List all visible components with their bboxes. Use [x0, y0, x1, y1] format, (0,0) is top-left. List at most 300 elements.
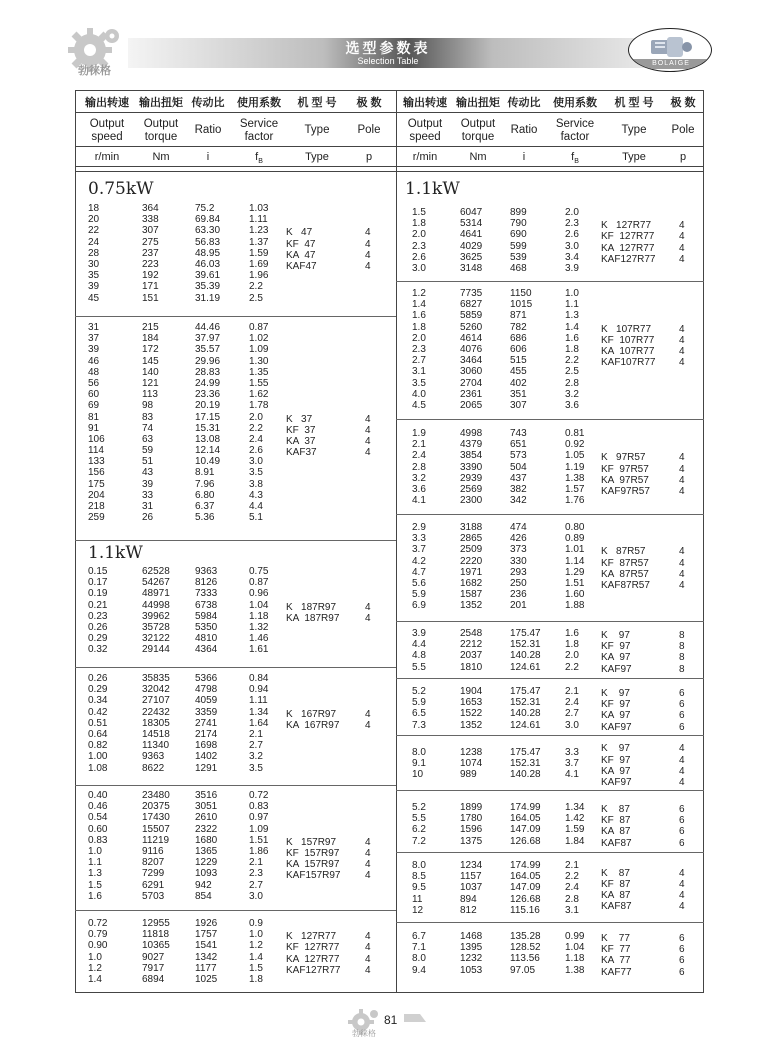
pole-column	[365, 709, 371, 731]
col-header-speed-en	[80, 118, 134, 144]
type-value: KAF97R57	[601, 485, 650, 497]
col-header-factor-en-line1: Service	[239, 118, 279, 130]
ratio-value: 35.57	[195, 344, 221, 356]
pole-column	[679, 546, 685, 591]
service-factor-value: 1.37	[249, 236, 269, 248]
type-column	[286, 414, 317, 459]
col-unit-ratio: i	[522, 151, 526, 163]
service-factor-value: 2.3	[249, 868, 263, 880]
ratio-value: 5350	[195, 621, 218, 633]
speed-value: 1.2	[88, 962, 102, 974]
col-header-pole-cn: 极 数	[670, 97, 696, 109]
service-factor-value: 3.0	[249, 890, 263, 902]
ratio-value: 48.95	[195, 247, 221, 259]
ratio-value: 4059	[195, 695, 218, 707]
service-factor-value: 1.8	[565, 343, 579, 355]
service-factor-value: 1.09	[249, 823, 269, 835]
ratio-value: 1229	[195, 857, 218, 869]
ratio-value: 293	[510, 566, 527, 578]
type-value: KF 87R57	[601, 557, 649, 569]
torque-column	[460, 686, 482, 731]
ratio-value: 6.37	[195, 501, 215, 512]
speed-value: 39	[88, 344, 100, 356]
torque-value: 338	[142, 214, 159, 226]
type-value: KAF87	[601, 901, 632, 913]
ratio-column	[195, 673, 217, 774]
service-factor-value: 1.4	[249, 951, 263, 963]
col-header-factor-en	[548, 118, 602, 144]
header-rule	[75, 166, 704, 167]
torque-value: 151	[142, 292, 159, 304]
speed-value: 1.4	[88, 973, 102, 985]
service-factor-value: 1.5	[249, 962, 263, 974]
power-rating-label: 1.1kW	[405, 179, 460, 199]
speed-value: 8.5	[412, 871, 426, 883]
torque-value: 2300	[460, 495, 483, 507]
speed-value: 0.19	[88, 588, 108, 600]
service-factor-value: 3.3	[565, 747, 579, 758]
ratio-value: 115.16	[510, 904, 540, 916]
speed-column	[88, 203, 99, 304]
ratio-value: 97.05	[510, 964, 536, 976]
type-column	[601, 743, 632, 788]
ratio-value: 2610	[195, 812, 218, 824]
pole-column	[679, 804, 685, 849]
pole-value: 6	[679, 710, 685, 722]
speed-value: 133	[88, 456, 105, 468]
torque-value: 35835	[142, 673, 170, 684]
speed-value: 0.29	[88, 684, 108, 696]
ratio-value: 854	[195, 890, 212, 902]
type-column	[601, 452, 650, 497]
torque-value: 6047	[460, 207, 483, 218]
col-header-factor-cn: 使用系数	[237, 97, 281, 109]
speed-value: 0.51	[88, 717, 108, 729]
type-value: KAF107R77	[601, 357, 656, 369]
col-header-speed-en-line1: Output	[89, 118, 125, 130]
service-factor-value: 1.8	[249, 973, 263, 985]
speed-value: 0.60	[88, 823, 108, 835]
service-factor-value: 3.0	[565, 719, 579, 731]
torque-value: 364	[142, 203, 159, 214]
brand-name-left: 勃徕格	[78, 65, 111, 77]
ratio-column	[195, 918, 217, 985]
torque-value: 7917	[142, 962, 165, 974]
torque-column	[460, 802, 482, 847]
speed-value: 0.29	[88, 633, 108, 645]
ratio-value: 20.19	[195, 400, 221, 412]
pole-column	[365, 602, 371, 624]
ratio-value: 9363	[195, 566, 218, 577]
ratio-value: 1402	[195, 751, 218, 763]
ratio-value: 8126	[195, 577, 218, 589]
speed-value: 39	[88, 281, 100, 293]
type-value: KA 107R77	[601, 345, 655, 357]
ratio-value: 140.28	[510, 769, 541, 781]
torque-value: 2220	[460, 555, 483, 567]
speed-value: 3.5	[412, 377, 426, 389]
service-factor-value: 4.1	[565, 769, 579, 781]
ratio-column	[195, 322, 220, 523]
speed-value: 4.1	[412, 495, 426, 507]
type-value: KF 37	[286, 424, 316, 436]
ratio-value: 351	[510, 388, 527, 400]
pole-value: 6	[679, 721, 685, 733]
ratio-value: 126.68	[510, 893, 541, 905]
type-column	[601, 220, 655, 265]
service-factor-value: 1.09	[249, 344, 269, 356]
speed-value: 1.08	[88, 762, 108, 774]
service-factor-value: 1.34	[565, 802, 585, 813]
ratio-value: 573	[510, 450, 527, 462]
col-header-factor-en-line2: factor	[560, 131, 590, 143]
ratio-value: 75.2	[195, 203, 215, 214]
service-factor-value: 3.2	[249, 751, 263, 763]
torque-column	[460, 288, 482, 411]
pole-value: 6	[679, 944, 685, 956]
type-column	[601, 324, 655, 369]
torque-value: 31	[142, 501, 154, 512]
pole-value: 4	[365, 260, 371, 272]
type-value: KAF97	[601, 776, 632, 788]
col-unit-speed: r/min	[94, 151, 120, 163]
service-factor-value: 0.80	[565, 522, 585, 533]
group-separator	[396, 514, 704, 515]
speed-value: 1.00	[88, 751, 108, 763]
ratio-value: 1015	[510, 299, 533, 311]
torque-value: 51	[142, 456, 154, 468]
ratio-value: 175.47	[510, 686, 541, 697]
type-value: KAF157R97	[286, 870, 341, 882]
type-value: K 107R77	[601, 323, 652, 335]
ratio-value: 164.05	[510, 813, 541, 825]
ratio-value: 236	[510, 589, 527, 601]
col-header-torque-en-line2: torque	[144, 131, 178, 143]
table-divider	[396, 90, 397, 993]
ratio-value: 124.61	[510, 661, 541, 673]
type-value: KF 127R77	[286, 942, 340, 954]
fb-column	[565, 628, 579, 673]
speed-value: 0.46	[88, 801, 108, 813]
type-value: K 97	[601, 743, 630, 755]
speed-value: 45	[88, 292, 100, 304]
torque-value: 1904	[460, 686, 483, 697]
page-subtitle: Selection Table	[357, 56, 419, 66]
speed-value: 8.0	[412, 747, 426, 758]
fb-column	[565, 747, 579, 781]
group-separator	[396, 852, 704, 853]
type-value: K 87	[601, 867, 630, 879]
ratio-value: 4364	[195, 644, 218, 656]
speed-value: 24	[88, 236, 100, 248]
torque-value: 1074	[460, 758, 483, 770]
torque-value: 3148	[460, 262, 483, 274]
torque-value: 192	[142, 270, 159, 282]
col-header-type-cn: 机 型 号	[297, 97, 337, 109]
ratio-value: 56.83	[195, 236, 221, 248]
torque-value: 5859	[460, 310, 483, 322]
col-header-ratio-cn: 传动比	[191, 97, 225, 109]
torque-value: 2939	[460, 472, 483, 484]
ratio-column	[510, 747, 541, 781]
speed-value: 218	[88, 501, 105, 512]
type-value: KA 127R77	[286, 953, 340, 965]
torque-value: 54267	[142, 577, 170, 589]
torque-value: 6291	[142, 879, 165, 891]
service-factor-value: 3.6	[565, 399, 579, 411]
torque-value: 5314	[460, 218, 483, 230]
pole-value: 4	[679, 253, 685, 265]
torque-value: 11818	[142, 929, 170, 941]
torque-value: 1468	[460, 931, 483, 942]
col-unit-speed: r/min	[412, 151, 438, 163]
speed-value: 35	[88, 270, 100, 282]
footer-brand: 勃徕格	[352, 1029, 376, 1038]
service-factor-value: 2.6	[249, 445, 263, 457]
pole-value: 6	[679, 804, 685, 815]
type-value: K 37	[286, 413, 313, 425]
col-header-factor-en	[232, 118, 286, 144]
pole-value: 4	[679, 579, 685, 591]
speed-value: 4.8	[412, 650, 426, 662]
torque-value: 1780	[460, 813, 483, 825]
pole-value: 4	[679, 334, 685, 346]
pole-column	[679, 452, 685, 497]
pole-column	[365, 931, 371, 976]
type-value: K 127R77	[286, 931, 337, 943]
torque-column	[142, 322, 159, 523]
pole-value: 4	[679, 474, 685, 486]
service-factor-value: 1.42	[565, 813, 585, 825]
ratio-value: 373	[510, 544, 527, 556]
ratio-column	[510, 686, 541, 731]
type-value: K 167R97	[286, 708, 337, 720]
service-factor-value: 1.02	[249, 333, 269, 345]
pole-value: 8	[679, 630, 685, 641]
ratio-value: 382	[510, 483, 527, 495]
col-unit-factor: $f_B$	[571, 151, 579, 166]
ratio-value: 5.36	[195, 512, 215, 524]
pole-value: 4	[365, 836, 371, 848]
speed-column	[412, 802, 426, 847]
torque-value: 15507	[142, 823, 170, 835]
type-value: KF 97	[601, 641, 631, 653]
ratio-column	[510, 522, 527, 612]
ratio-value: 474	[510, 522, 527, 533]
ratio-column	[195, 790, 217, 902]
type-value: KA 37	[286, 435, 316, 447]
service-factor-value: 1.1	[565, 299, 579, 311]
col-header-torque-en	[134, 118, 188, 144]
torque-value: 1899	[460, 802, 483, 813]
speed-value: 4.0	[412, 388, 426, 400]
service-factor-value: 2.3	[565, 218, 579, 230]
ratio-value: 15.31	[195, 422, 221, 434]
fb-column	[565, 522, 584, 612]
torque-value: 3390	[460, 461, 483, 473]
service-factor-value: 2.0	[565, 207, 579, 218]
speed-value: 6.7	[412, 931, 426, 942]
col-header-torque-cn: 输出扭矩	[456, 97, 500, 109]
type-column	[601, 546, 650, 591]
ratio-value: 342	[510, 495, 527, 507]
speed-value: 1.0	[88, 845, 102, 857]
speed-value: 31	[88, 322, 100, 333]
torque-value: 17430	[142, 812, 170, 824]
pole-value: 6	[679, 955, 685, 967]
service-factor-value: 2.2	[565, 661, 579, 673]
speed-value: 11	[412, 893, 423, 905]
pole-value: 4	[679, 242, 685, 254]
fb-column	[249, 790, 268, 902]
type-value: KA 97	[601, 652, 631, 664]
service-factor-value: 2.2	[565, 871, 579, 883]
torque-value: 121	[142, 377, 159, 389]
col-header-speed-en-line2: speed	[91, 131, 123, 143]
service-factor-value: 2.0	[249, 411, 263, 423]
ratio-value: 402	[510, 377, 527, 389]
torque-value: 4076	[460, 343, 483, 355]
speed-value: 2.4	[412, 450, 426, 462]
service-factor-value: 0.94	[249, 684, 269, 696]
col-header-speed-en	[398, 118, 452, 144]
pole-value: 4	[365, 424, 371, 436]
torque-value: 11340	[142, 740, 170, 752]
torque-column	[142, 918, 170, 985]
service-factor-value: 1.38	[565, 472, 585, 484]
group-separator	[396, 790, 704, 791]
ratio-value: 3516	[195, 790, 218, 801]
fb-column	[565, 207, 579, 274]
service-factor-value: 1.03	[249, 203, 269, 214]
speed-column	[412, 860, 426, 916]
group-separator	[75, 910, 396, 911]
torque-value: 5260	[460, 321, 483, 333]
service-factor-value: 2.1	[565, 686, 579, 697]
speed-value: 4.4	[412, 639, 426, 651]
type-value: KA 87R57	[601, 568, 649, 580]
ratio-value: 174.99	[510, 802, 541, 813]
speed-value: 30	[88, 258, 100, 270]
fb-column	[249, 566, 268, 656]
type-value: K 187R97	[286, 601, 337, 613]
type-value: KA 157R97	[286, 859, 340, 871]
torque-value: 2865	[460, 533, 483, 545]
ratio-value: 128.52	[510, 942, 541, 954]
group-separator	[396, 735, 704, 736]
ratio-value: 5366	[195, 673, 218, 684]
torque-value: 4379	[460, 439, 483, 451]
service-factor-value: 1.64	[249, 717, 269, 729]
speed-column	[88, 673, 107, 774]
pole-value: 4	[679, 776, 685, 788]
col-unit-type: Type	[622, 151, 646, 163]
service-factor-value: 1.59	[249, 247, 269, 259]
speed-value: 2.1	[412, 439, 426, 451]
col-header-ratio-en-line1: Ratio	[194, 124, 222, 136]
speed-column	[88, 566, 107, 656]
torque-value: 1653	[460, 697, 483, 709]
pole-value: 4	[365, 447, 371, 459]
torque-value: 32122	[142, 633, 170, 645]
service-factor-value: 1.60	[565, 589, 585, 601]
service-factor-value: 1.88	[565, 600, 585, 612]
speed-column	[88, 918, 107, 985]
service-factor-value: 1.6	[565, 332, 579, 344]
torque-value: 237	[142, 247, 159, 259]
ratio-value: 37.97	[195, 333, 221, 345]
pole-column	[679, 688, 685, 733]
type-value: KA 97R57	[601, 474, 649, 486]
service-factor-value: 3.7	[565, 758, 579, 770]
col-header-torque-en-line1: Output	[143, 118, 179, 130]
speed-value: 8.0	[412, 860, 426, 871]
service-factor-value: 2.8	[565, 377, 579, 389]
pole-value: 6	[679, 837, 685, 849]
col-header-factor-cn: 使用系数	[553, 97, 597, 109]
ratio-value: 164.05	[510, 871, 541, 883]
service-factor-value: 1.01	[565, 544, 585, 556]
service-factor-value: 1.0	[249, 929, 263, 941]
pole-value: 4	[365, 612, 371, 624]
ratio-value: 147.09	[510, 882, 541, 894]
torque-value: 35728	[142, 621, 170, 633]
speed-value: 0.26	[88, 673, 108, 684]
speed-value: 22	[88, 225, 100, 237]
col-header-torque-en	[451, 118, 505, 144]
pole-value: 4	[679, 557, 685, 569]
service-factor-value: 1.18	[565, 953, 585, 965]
speed-value: 7.2	[412, 835, 426, 847]
service-factor-value: 0.84	[249, 673, 269, 684]
ratio-value: 2322	[195, 823, 218, 835]
torque-value: 32042	[142, 684, 170, 696]
ratio-column	[195, 203, 220, 304]
col-header-type-en	[606, 124, 662, 137]
pole-value: 4	[679, 231, 685, 243]
torque-value: 3060	[460, 366, 483, 378]
service-factor-value: 3.2	[565, 388, 579, 400]
ratio-value: 426	[510, 533, 527, 545]
group-separator	[396, 621, 704, 622]
pole-value: 4	[679, 901, 685, 913]
pole-value: 4	[679, 323, 685, 335]
type-column	[601, 804, 632, 849]
speed-value: 1.5	[412, 207, 426, 218]
speed-value: 60	[88, 389, 100, 401]
ratio-value: 152.31	[510, 697, 541, 709]
torque-column	[460, 860, 482, 916]
speed-value: 3.7	[412, 544, 426, 556]
ratio-value: 17.15	[195, 411, 221, 423]
ratio-value: 539	[510, 251, 527, 263]
speed-value: 1.6	[412, 310, 426, 322]
header-rule	[75, 146, 704, 147]
speed-value: 4.7	[412, 566, 426, 578]
service-factor-value: 2.0	[565, 650, 579, 662]
torque-value: 1395	[460, 942, 483, 954]
type-column	[601, 933, 632, 978]
torque-value: 11219	[142, 834, 170, 846]
service-factor-value: 1.62	[249, 389, 269, 401]
speed-value: 37	[88, 333, 100, 345]
power-rating-label: 0.75kW	[88, 179, 154, 199]
speed-value: 5.5	[412, 813, 426, 825]
torque-value: 275	[142, 236, 159, 248]
col-header-ratio-en	[502, 124, 546, 137]
fb-column	[249, 203, 268, 304]
speed-value: 0.90	[88, 940, 108, 952]
